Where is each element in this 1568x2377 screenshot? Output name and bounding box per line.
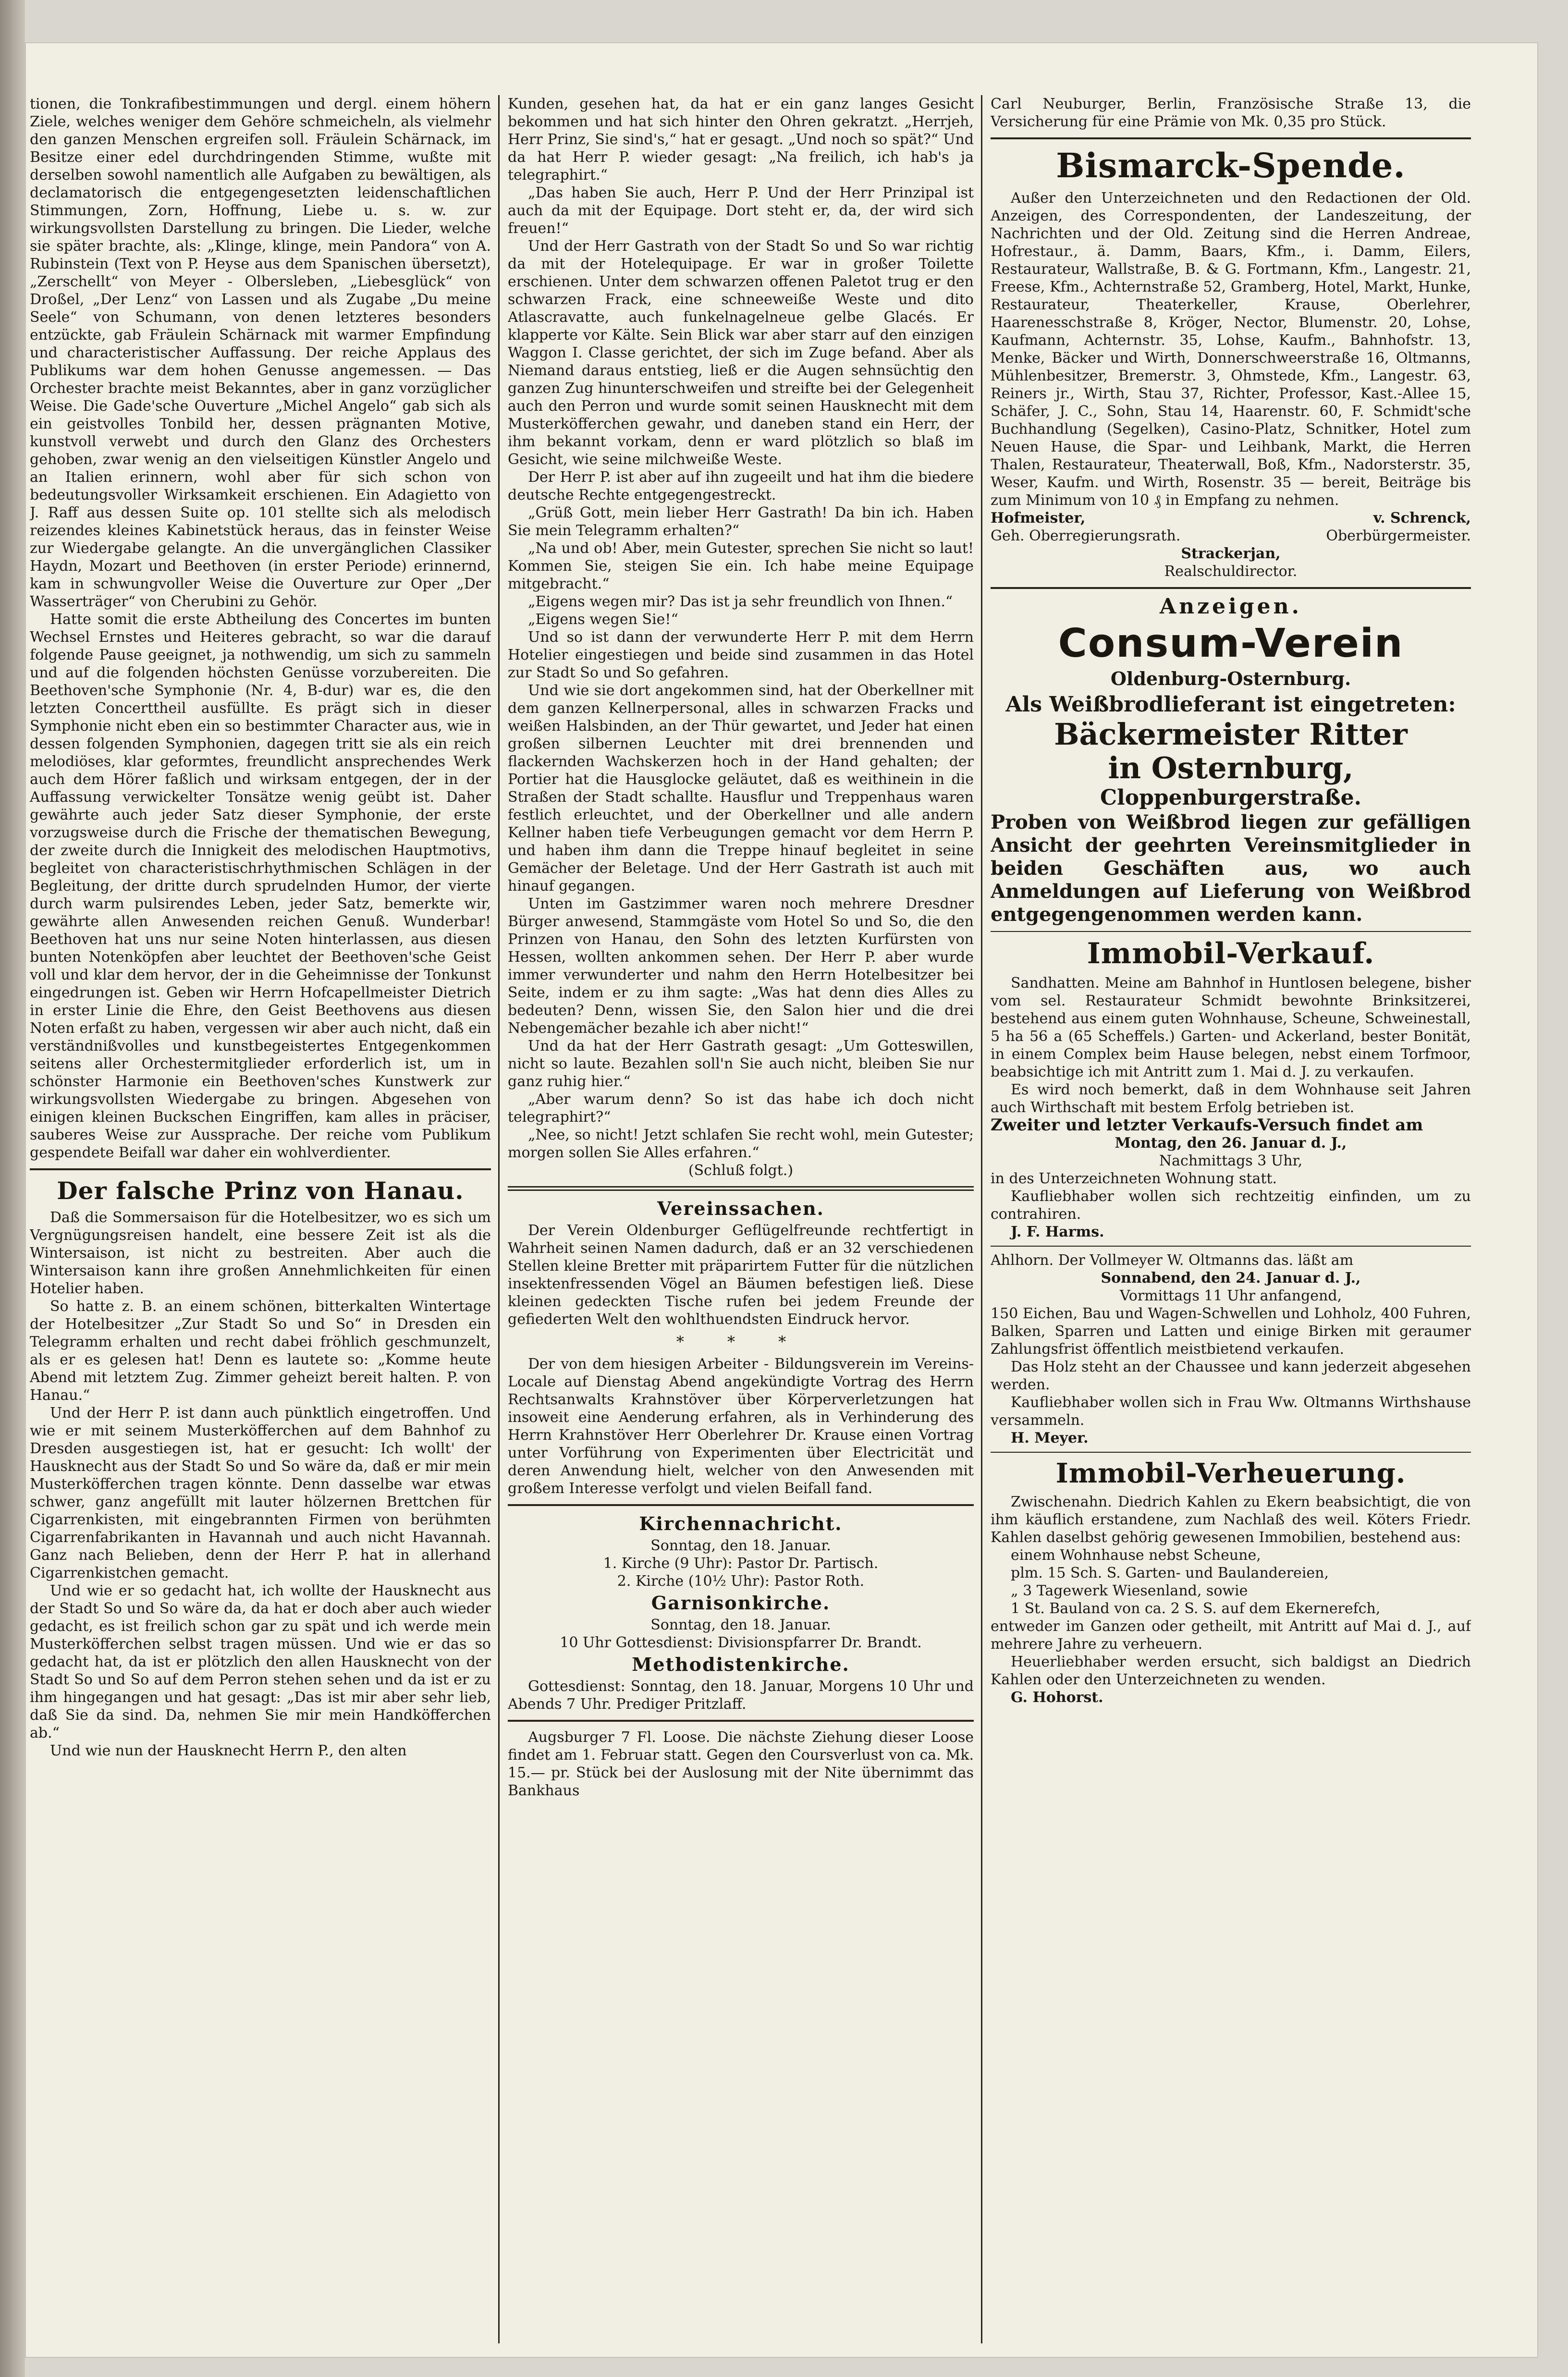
church-line: 1. Kirche (9 Uhr): Pastor Dr. Partisch.	[603, 1555, 879, 1572]
garnisonkirche-title: Garnisonkirche.	[651, 1592, 831, 1614]
column-rule-2	[981, 95, 982, 2343]
story-title: Der falsche Prinz von Hanau.	[57, 1176, 464, 1205]
section-divider	[991, 1246, 1471, 1247]
story-paragraph: Und wie nun der Hausknecht Herrn P., den alten	[50, 1742, 407, 1759]
ahlhorn-paragraph: Kaufliebhaber wollen sich in Frau Ww. Oltmanns Wirthshause versammeln.	[991, 1394, 1471, 1429]
signature-name: Strackerjan,	[1181, 545, 1281, 562]
church-line: Sonntag, den 18. Januar.	[650, 1617, 831, 1633]
consum-street: Cloppenburgerstraße.	[1100, 785, 1361, 810]
consum-subtitle: Oldenburg-Osternburg.	[1110, 668, 1351, 689]
methodistenkirche-title: Methodistenkirche.	[632, 1654, 850, 1675]
story-paragraph: Und so ist dann der verwunderte Herr P. mit dem Herrn Hotelier eingestiegen und beide sind zusammen in das Hotel zur Stadt So und So gefahren.	[508, 629, 974, 681]
signature-name: G. Hohorst.	[1011, 1689, 1103, 1706]
signature-name: J. F. Harms.	[1011, 1224, 1104, 1240]
immobil-paragraph: Zweiter und letzter Verkaufs-Versuch findet am	[991, 1115, 1423, 1135]
section-divider	[991, 931, 1471, 932]
church-paragraph: Gottesdienst: Sonntag, den 18. Januar, Morgens 10 Uhr und Abends 7 Uhr. Prediger Pritzlaff.	[508, 1678, 974, 1713]
signature-name: H. Meyer.	[1011, 1430, 1089, 1446]
signature-title: Realschuldirector.	[1164, 563, 1298, 580]
section-divider	[991, 1452, 1471, 1453]
verein-paragraph: Der von dem hiesigen Arbeiter - Bildungsverein im Vereins-Locale auf Dienstag Abend angekündigte Vortrag des Herrn Rechtsanwalts Krahnstöver über Körperverletzungen hat insoweit eine Aenderung erfahren, als in Verhinderung des Herrn Krahnstöver Herr Oberlehrer Dr. Krause einen Vortrag unter Vorführung von Experimenten über Electricität und deren Anwendung hielt, welcher von den Anwesenden mit großem Interesse verfolgt und vielen Beifall fand.	[508, 1356, 974, 1497]
consum-verein-title: Consum-Verein	[1058, 621, 1404, 666]
ahlhorn-time: Vormittags 11 Uhr anfangend,	[1119, 1287, 1342, 1304]
story-paragraph: „Eigens wegen mir? Das ist ja sehr freundlich von Ihnen.“	[528, 593, 953, 610]
signature-row	[991, 509, 1471, 527]
lottery-paragraph: Augsburger 7 Fl. Loose. Die nächste Ziehung dieser Loose findet am 1. Februar statt. Gegen den Coursverlust von ca. Mk. 15.— pr. Stück bei der Auslosung mit der Nite übernimmt das Bankhaus	[508, 1729, 974, 1799]
story-paragraph: Und wie sie dort angekommen sind, hat der Oberkellner mit dem ganzen Kellnerpersonal, alles in schwarzen Fracks und weißen Halsbinden, an der Thür gewartet, und Jeder hat einen großen silbernen Leuchter mit drei brennenden und flackernden Wachskerzen hoch in der Hand gehalten; der Portier hat die Hausglocke geläutet, daß es weithinein in die Straßen der Stadt schallte. Hausflur und Treppenhaus waren festlich erleuchtet, und der Oberkellner und alle andern Kellner haben tiefe Verbeugungen gemacht vor dem Herrn P. und haben ihm dann die Treppe hinauf begleitet in seine Gemächer der Beletage. Und der Herr Gastrath ist auch mit hinauf gegangen.	[508, 682, 974, 894]
story-paragraph: So hatte z. B. an einem schönen, bitterkalten Wintertage der Hotelbesitzer „Zur Stadt So und So“ in Dresden ein Telegramm erhalten und recht dabei fröhlich geschmunzelt, als er es gelesen hat! Denn es lautete so: „Komme heute Abend mit letztem Zug. Zimmer geheizt bereit halten. P. von Hanau.“	[30, 1298, 491, 1404]
heuer-item: einem Wohnhause nebst Scheune,	[1011, 1547, 1261, 1564]
story-paragraph: Und wie er so gedacht hat, ich wollte der Hausknecht aus der Stadt So und So wäre da, da hat er doch aber auch wieder gedacht, es ist freilich schon gar zu spät und ich werde mein Musterköfferchen selbst tragen müssen. Und wie er das so gedacht hat, da ist er plötzlich den allen Hausknecht von der Stadt So und So auf dem Perron stehen sehen und da ist er zu ihm hingegangen und hat gesagt: „Das ist mir aber sehr lieb, daß Sie da sind. Da, nehmen Sie mir mein Handköfferchen ab.“	[30, 1582, 491, 1741]
heuer-paragraph: Heuerliebhaber werden ersucht, sich baldigst an Diedrich Kahlen oder den Unterzeichneten zu wenden.	[991, 1654, 1471, 1688]
bismarck-paragraph: Außer den Unterzeichneten und den Redactionen der Old. Anzeigen, des Correspondenten, der Landeszeitung, der Nachrichten und der Old. Zeitung sind die Herren Andreae, Hofrestaur., ä. Damm, Baars, Kfm., i. Damm, Eilers, Restaurateur, Wallstraße, B. & G. Fortmann, Kfm., Langestr. 21, Freese, Kfm., Achternstraße 52, Gramberg, Hotel, Markt, Hunke, Restaurateur, Theaterkeller, Krause, Oberlehrer, Haarenesschstraße 8, Kröger, Nector, Blumenstr. 20, Lohse, Kaufmann, Achternstr. 35, Lohse, Kaufm., Bahnhofstr. 13, Menke, Bäcker und Wirth, Donnerschweerstraße 16, Oltmanns, Mühlenbesitzer, Bremerstr. 3, Ohmstede, Kfm., Langestr. 63, Reiners jr., Wirth, Stau 37, Richter, Professor, Kast.-Allee 15, Schäfer, J. C., Sohn, Stau 14, Haarenstr. 60, F. Schmidt'sche Buchhandlung (Segelken), Casino-Platz, Schnitker, Hotel zum Neuen Hause, die Spar- und Leihbank, Markt, die Herren Thalen, Restaurateur, Theaterwall, Boß, Kfm., Nadorsterstr. 35, Weser, Kaufm. und Wirth, Rosenstr. 35 — bereit, Beiträge bis zum Minimum von 10 ₰ in Empfang zu nehmen.	[991, 190, 1471, 509]
section-divider	[508, 1720, 974, 1722]
column-1	[30, 95, 491, 2353]
immobil-verheuerung-title: Immobil-Verheuerung.	[1055, 1458, 1406, 1489]
concert-review-paragraph: Hatte somit die erste Abtheilung des Concertes im bunten Wechsel Ernstes und Heiteres gebracht, so war die darauf folgende Pause geeignet, ja nothwendig, um sich zu sammeln und auf die folgenden höchsten Genüsse vorzubereiten. Die Beethoven'sche Symphonie (Nr. 4, B-dur) war es, die den letzten Concerttheil ausfüllte. Es prägt sich in dieser Symphonie nicht eben ein so bestimmter Character aus, wie in dessen folgenden Symphonien, dagegen tritt sie als ein reich melodiöses, klar geformtes, freundlicht ansprechendes Werk auch dem Hörer faßlich und wirksam entgegen, der in der Auffassung verwickelter Tonsätze wenig geübt ist. Daher gewährte auch jeder Satz dieser Symphonie, der erste vorzugsweise durch die Frische der thematischen Bewegung, der zweite durch die Innigkeit des melodischen Hauptmotivs, begleitet von characteristischrhythmischen Schlägen in der Begleitung, der dritte durch sprudelnden Humor, der vierte durch warm pulsirendes Leben, jeder Satz, bemerkte wir, gewährte allen Anwesenden reichen Genuß. Wunderbar! Beethoven hat uns nur seine Noten hinterlassen, aus diesen bunten Notenköpfen aber leuchtet der Beethoven'sche Geist voll und klar dem hervor, der in die Geheimnisse der Tonkunst eingedrungen ist. Geben wir Herrn Hofcapellmeister Dietrich in erster Linie die Ehre, den Geist Beethovens aus diesen Noten erfaßt zu haben, vergessen wir aber auch nicht, daß ein verständnißvolles und kunstbegeistertes Entgegenkommen seitens aller Orchestermitglieder erforderlich ist, um in schönster Harmonie ein Beethoven'sches Kunstwerk zur wirkungsvollsten Wiedergabe zu bringen. Abgesehen von einigen kleinen Buckschen Eingriffen, kam alles in präciser, sauberes Weise zur Aussprache. Der reiche vom Publikum gespendete Beifall war daher ein wohlverdienter.	[30, 611, 491, 1161]
column-2	[508, 95, 974, 2353]
story-paragraph: Und da hat der Herr Gastrath gesagt: „Um Gotteswillen, nicht so laute. Bezahlen soll'n Sie auch nicht, bleiben Sie nur ganz ruhig hier.“	[508, 1038, 974, 1090]
church-line: Sonntag, den 18. Januar.	[650, 1537, 831, 1554]
section-divider	[508, 1186, 974, 1191]
ahlhorn-paragraph: 150 Eichen, Bau und Wagen-Schwellen und Lohholz, 400 Fuhren, Balken, Sparren und Latten und einige Birken mit geraumer Zahlungsfrist öffentlich meistbietend verkaufen.	[991, 1305, 1471, 1358]
story-paragraph: Und der Herr P. ist dann auch pünktlich eingetroffen. Und wie er mit seinem Musterköfferchen auf dem Bahnhof zu Dresden ausgestiegen ist, hat er gesucht: Ich wollt' der Hausknecht aus der Stadt So und So wäre da, daß er mir mein Musterköfferchen tragen könnte. Denn dasselbe war etwas schwer, ganz angefüllt mit lauter hölzernen Brettchen für Cigarrenkisten, mit eingebrannten Firmen von berühmten Cigarrenfabrikanten in Havannah und auch nicht Havannah. Ganz nach Belieben, denn der Herr P. hat in allerhand Cigarrenkistchen gemacht.	[30, 1405, 491, 1581]
story-paragraph: Kunden, gesehen hat, da hat er ein ganz langes Gesicht bekommen und hat sich hinter den Ohren gekratzt. „Herrjeh, Herr Prinz, Sie sind's,“ hat er gesagt. „Und noch so spät?“ Und da hat Herr P. wieder gesagt: „Na freilich, ich hab's ja telegraphirt.“	[508, 96, 974, 184]
previous-page-edge	[0, 0, 25, 2377]
signature-row	[991, 527, 1471, 545]
story-paragraph: „Aber warum denn? So ist das habe ich doch nicht telegraphirt?“	[508, 1091, 974, 1126]
signature-title: Geh. Oberregierungsrath.	[991, 527, 1181, 544]
newspaper-page	[25, 42, 1538, 2358]
heuer-paragraph: entweder im Ganzen oder getheilt, mit Antritt auf Mai d. J., auf mehrere Jahre zu verheuern.	[991, 1618, 1471, 1653]
section-divider	[30, 1168, 491, 1170]
bismarck-spende-title: Bismarck-Spende.	[1056, 146, 1406, 185]
column-rule-1	[498, 95, 500, 2343]
story-paragraph: Daß die Sommersaison für die Hotelbesitzer, wo es sich um Vergnügungsreisen handelt, eine bessere Zeit ist als die Wintersaison, ist nicht zu bestreiten. Aber auch die Wintersaison kann ihre großen Annehmlichkeiten für einen Hotelier haben.	[30, 1209, 491, 1297]
story-paragraph: „Nee, so nicht! Jetzt schlafen Sie recht wohl, mein Gutester; morgen sollen Sie Alles erfahren.“	[508, 1127, 974, 1161]
heuer-item: plm. 15 Sch. S. Garten- und Baulandereien,	[1011, 1565, 1329, 1581]
consum-baker-place: in Osternburg,	[1108, 750, 1354, 785]
verein-paragraph: Der Verein Oldenburger Geflügelfreunde rechtfertigt in Wahrheit seinen Namen dadurch, daß er an 32 verschiedenen Stellen kleine Bretter mit präparirtem Futter für die nützlichen insektenfressenden Vögel an Bäumen befestigen ließ. Diese kleinen gedeckten Tische rufen bei jedem Freunde der gefiederten Welt den wohlthuendsten Eindruck hervor.	[508, 1222, 974, 1328]
heuer-item: „ 3 Tagewerk Wiesenland, sowie	[1011, 1582, 1248, 1599]
concert-review-paragraph: tionen, die Tonkrafibestimmungen und dergl. einem höhern Ziele, welches weniger dem Gehöre schmeicheln, als vielmehr den ganzen Menschen ergreifen soll. Fräulein Schärnack, im Besitze einer edel durchdringenden Stimme, wußte mit derselben sowohl namentlich alle Aufgaben zu bewältigen, als declamatorisch die entgegengesetzten leidenschaftlichen Stimmungen, Zorn, Hoffnung, Liebe u. s. w. zur wirkungsvollsten Darstellung zu bringen. Die Lieder, welche sie später brachte, als: „Klinge, klinge, mein Pandora“ von A. Rubinstein (Text von P. Heyse aus dem Spanischen übersetzt), „Zerschellt“ von Meyer - Olbersleben, „Liebesglück“ von Droßel, „Der Lenz“ von Lassen und als Zugabe „Du meine Seele“ von Schumann, von denen letzteres besonders entzückte, gab Fräulein Schärnack mit warmer Empfindung und characteristischer Auffassung. Der reiche Applaus des Publikums war dem hohen Genusse angemessen. — Das Orchester brachte meist Bekanntes, aber in ganz vorzüglicher Weise. Die Gade'sche Ouverture „Michel Angelo“ gab sich als ein geistvolles Tonbild her, dessen prägnanten Motive, kunstvoll verwebt und durch den Glanz des Orchesters gehoben, zwar wenig an den vielseitigen Künstler Angelo und an Italien erinnern, wohl aber für sich schon von bedeutungsvoller Wirksamkeit erschienen. Ein Adagietto von J. Raff aus dessen Suite op. 101 stellte sich als melodisch reizendes kleines Kabinetstück heraus, das in feinster Weise zur Wiedergabe gelangte. An die unvergänglichen Classiker Haydn, Mozart und Beethoven (in erster Periode) erinnernd, kam in schwungvoller Weise die Ouverture zur Oper „Der Wasserträger“ von Cherubini zu Gehör.	[30, 96, 491, 610]
story-paragraph: „Grüß Gott, mein lieber Herr Gastrath! Da bin ich. Haben Sie mein Telegramm erhalten?“	[508, 504, 974, 539]
immobil-paragraph: Es wird noch bemerkt, daß in dem Wohnhause seit Jahren auch Wirthschaft mit bestem Erfolg betrieben ist.	[991, 1081, 1471, 1116]
signature-title: Oberbürgermeister.	[1326, 527, 1471, 544]
story-paragraph: Unten im Gastzimmer waren noch mehrere Dresdner Bürger anwesend, Stammgäste vom Hotel So und So, die den Prinzen von Hanau, den Sohn des letzten Kurfürsten von Hessen, wollten ankommen sehen. Der Herr P. aber wurde immer verwunderter und nahm den Herrn Hotelbesitzer bei Seite, indem er zu ihm sagte: „Was hat denn dies Alles zu bedeuten? Denn, wissen Sie, den Salon hier und die drei Nebengemächer bezahle ich aber nicht!“	[508, 895, 974, 1037]
ahlhorn-paragraph: Ahlhorn. Der Vollmeyer W. Oltmanns das. läßt am	[991, 1252, 1354, 1269]
anzeigen-title: Anzeigen.	[1160, 594, 1302, 619]
continued-note: (Schluß folgt.)	[688, 1162, 794, 1179]
immobil-paragraph: Sandhatten. Meine am Bahnhof in Huntlosen belegene, bisher vom sel. Restaurateur Schmidt bewohnte Brinksitzerei, bestehend aus einem guten Wohnhause, Scheune, Schweinestall, 5 ha 56 a (65 Scheffels.) Garten- und Ackerland, bester Bonität, in einem Complex beim Hause belegen, nebst einem Torfmoor, beabsichtige ich mit Antritt zum 1. Mai d. J. zu verkaufen.	[991, 975, 1471, 1080]
ahlhorn-date: Sonnabend, den 24. Januar d. J.,	[1101, 1270, 1361, 1287]
consum-paragraph: Proben von Weißbrod liegen zur gefälligen Ansicht der geehrten Vereinsmitglieder in beiden Geschäften aus, wo auch Anmeldungen auf Lieferung von Weißbrod entgegengenommen werden kann.	[991, 811, 1471, 926]
vereinssachen-title: Vereinssachen.	[657, 1198, 824, 1219]
signature-name: Hofmeister,	[991, 510, 1086, 527]
heuer-item: 1 St. Bauland von ca. 2 S. S. auf dem Ekernerefch,	[1011, 1600, 1381, 1617]
section-divider	[508, 1504, 974, 1506]
immobil-paragraph: in des Unterzeichneten Wohnung statt.	[991, 1170, 1277, 1187]
immobil-verkauf-title: Immobil-Verkauf.	[1087, 937, 1375, 970]
consum-baker-name: Bäckermeister Ritter	[1054, 717, 1408, 752]
immobil-date: Montag, den 26. Januar d. J.,	[1115, 1135, 1347, 1152]
signature-name: v. Schrenck,	[1373, 510, 1471, 527]
story-paragraph: „Eigens wegen Sie!“	[528, 611, 678, 628]
insurance-note: Carl Neuburger, Berlin, Französische Straße 13, die Versicherung für eine Prämie von Mk. 0,35 pro Stück.	[991, 96, 1471, 130]
column-3	[991, 95, 1471, 2353]
church-line: 10 Uhr Gottesdienst: Divisionspfarrer Dr. Brandt.	[560, 1634, 922, 1651]
story-paragraph: Der Herr P. ist aber auf ihn zugeeilt und hat ihm die biedere deutsche Rechte entgegengestreckt.	[508, 469, 974, 503]
story-paragraph: Und der Herr Gastrath von der Stadt So und So war richtig da mit der Hotelequipage. Er war in großer Toilette erschienen. Unter dem schwarzen offenen Paletot trug er den schwarzen Frack, eine schneeweiße Weste und dito Atlascravatte, auch funkelnagelneue gelbe Glacés. Er klapperte vor Kälte. Sein Blick war aber starr auf den einzigen Waggon I. Classe gerichtet, der sich im Zuge befand. Aber als Niemand daraus entstieg, ließ er die Augen sehnsüchtig den ganzen Zug hinunterschweifen und streifte bei der Gelegenheit auch den Perron und wurde somit seinen Hausknecht mit dem Musterköfferchen gewahr, und daneben stand ein Herr, der ihm bekannt vorkam, denn er ward plötzlich so blaß im Gesicht, wie seine milchweiße Weste.	[508, 238, 974, 468]
immobil-time: Nachmittags 3 Uhr,	[1159, 1152, 1303, 1169]
immobil-paragraph: Kaufliebhaber wollen sich rechtzeitig einfinden, um zu contrahiren.	[991, 1188, 1471, 1223]
heuer-paragraph: Zwischenahn. Diedrich Kahlen zu Ekern beabsichtigt, die von ihm käuflich erstandene, zum Nachlaß des weil. Köters Friedr. Kahlen daselbst gehörig gewesenen Immobilien, bestehend aus:	[991, 1494, 1471, 1546]
consum-line: Als Weißbrodlieferant ist eingetreten:	[1005, 692, 1456, 717]
section-divider	[991, 137, 1471, 139]
ahlhorn-paragraph: Das Holz steht an der Chaussee und kann jederzeit abgesehen werden.	[991, 1359, 1471, 1393]
story-paragraph: „Na und ob! Aber, mein Gutester, sprechen Sie nicht so laut! Kommen Sie, steigen Sie ein. Ich habe meine Equipage mitgebracht.“	[508, 540, 974, 592]
section-divider	[991, 587, 1471, 589]
story-paragraph: „Das haben Sie auch, Herr P. Und der Herr Prinzipal ist auch da mit der Equipage. Dort steht er, da, der wird sich freuen!“	[508, 184, 974, 237]
separator-stars: * * *	[676, 1333, 806, 1351]
church-line: 2. Kirche (10½ Uhr): Pastor Roth.	[617, 1573, 865, 1590]
kirchennachricht-title: Kirchennachricht.	[639, 1513, 843, 1534]
